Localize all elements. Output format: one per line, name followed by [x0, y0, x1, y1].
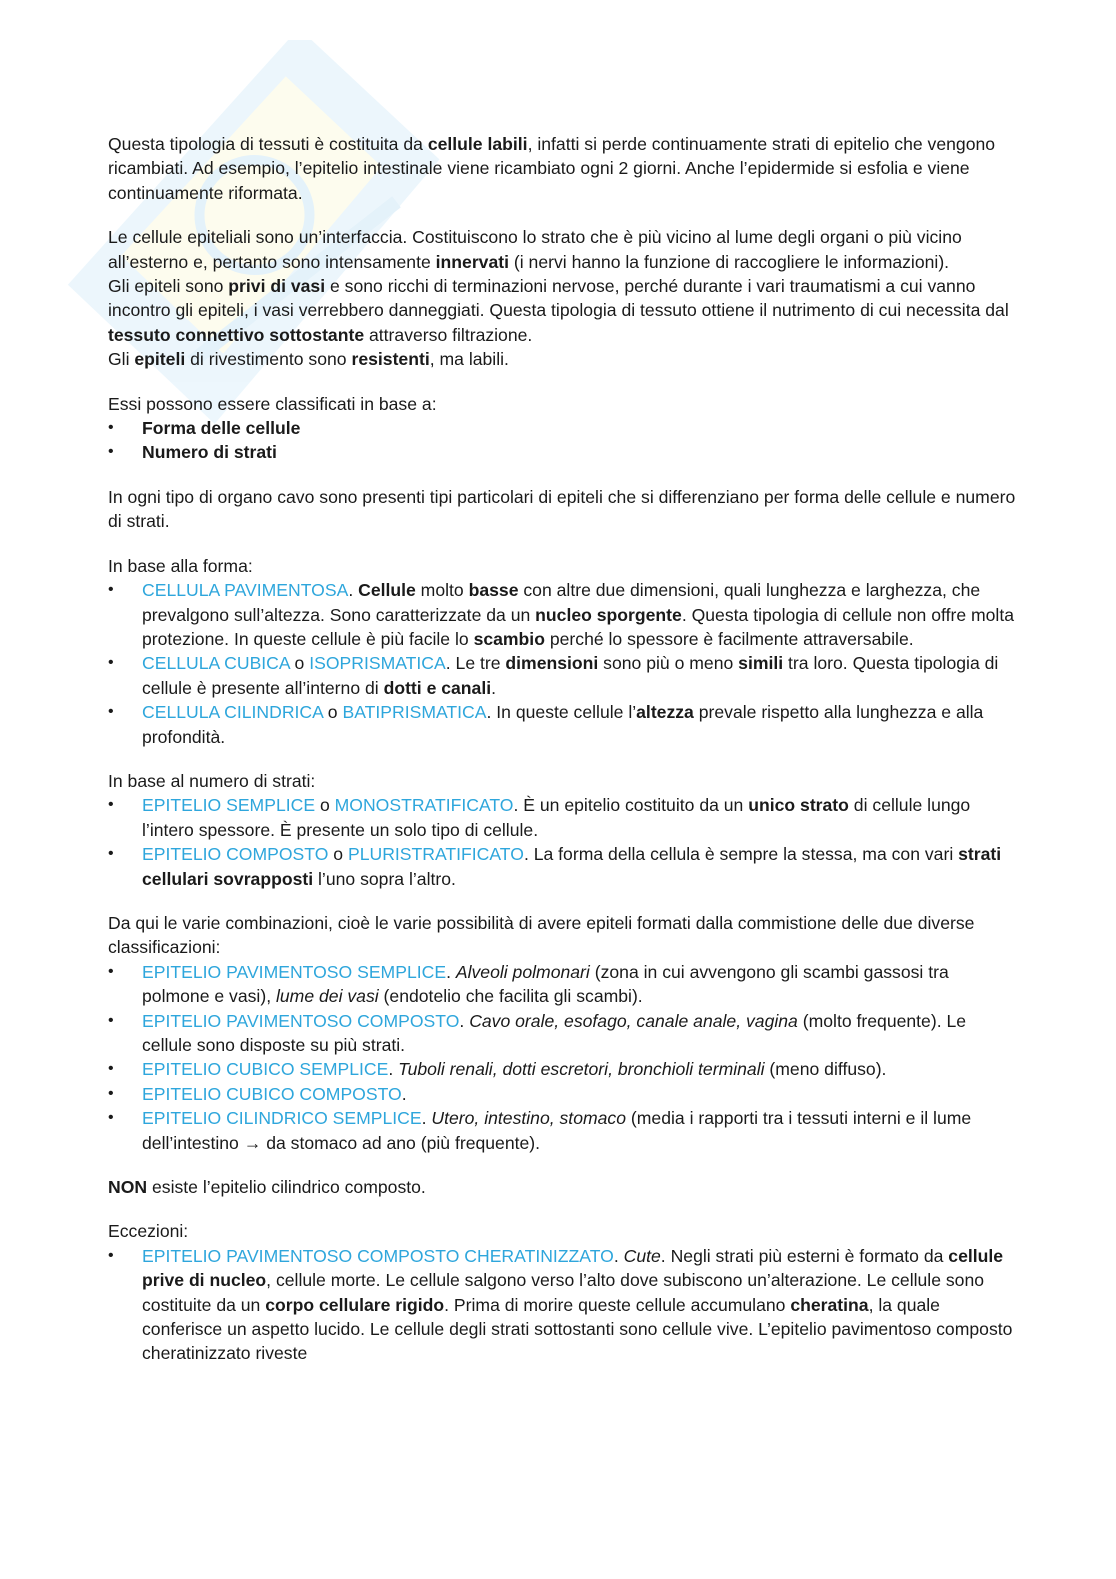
paragraph: In base alla forma:: [108, 555, 253, 576]
paragraph: Eccezioni:: [108, 1221, 189, 1242]
list-item: • EPITELIO COMPOSTO o PLURISTRATIFICATO. La forma della cellula è sempre la stessa, ma con vari strati cellulari sovrapposti l’uno sopra l’altro.: [108, 842, 1018, 891]
list-item: • CELLULA CILINDRICA o BATIPRISMATICA. In queste cellule l’altezza prevale rispetto alla lunghezza e alla profondità.: [108, 700, 1018, 749]
combination-list: [108, 960, 1018, 1155]
list-item: • EPITELIO PAVIMENTOSO SEMPLICE. Alveoli polmonari (zona in cui avvengono gli scambi gassosi tra polmone e vasi), lume dei vasi (endotelio che facilita gli scambi).: [108, 960, 1018, 1009]
paragraph: NON esiste l’epitelio cilindrico composto.: [108, 1177, 426, 1198]
classification-list: [108, 416, 1018, 465]
list-item: • EPITELIO CILINDRICO SEMPLICE. Utero, intestino, stomaco (media i rapporti tra i tessuti interni e il lume dell’intestino → da stomaco ad ano (più frequente).: [108, 1106, 1018, 1155]
paragraph: Gli epiteli di rivestimento sono resistenti, ma labili.: [108, 349, 509, 370]
paragraph: Le cellule epiteliali sono un’interfaccia. Costituiscono lo strato che è più vicino al lume degli organi o più vicino all’esterno e, pertanto sono intensamente innervati (i nervi hanno la funzione di raccogliere le informazioni).: [108, 227, 962, 272]
paragraph: Questa tipologia di tessuti è costituita da cellule labili, infatti si perde continuamente strati di epitelio che vengono ricambiati. Ad esempio, l’epitelio intestinale viene ricambiato ogni 2 giorni. Anche l’epidermide si esfolia e viene continuamente riformata.: [108, 134, 996, 203]
list-item: • EPITELIO CUBICO SEMPLICE. Tuboli renali, dotti escretori, bronchioli terminali (meno diffuso).: [108, 1057, 1018, 1081]
list-item: • CELLULA PAVIMENTOSA. Cellule molto basse con altre due dimensioni, quali lunghezza e larghezza, che prevalgono sull’altezza. Sono caratterizzate da un nucleo sporgente. Questa tipologia di cellule non offre molta protezione. In queste cellule è più facile lo scambio perché lo spessore è facilmente attraversabile.: [108, 578, 1018, 651]
paragraph: Da qui le varie combinazioni, cioè le varie possibilità di avere epiteli formati dalla commistione delle due diverse classificazioni:: [108, 912, 975, 958]
paragraph: Gli epiteli sono privi di vasi e sono ricchi di terminazioni nervose, perché durante i vari traumatismi a cui vanno incontro gli epiteli, i vasi verrebbero danneggiati. Questa tipologia di tessuto ottiene il nutrimento di cui necessita dal tessuto connettivo sottostante attraverso filtrazione.: [108, 276, 1009, 345]
list-item: • EPITELIO CUBICO COMPOSTO.: [108, 1082, 1018, 1106]
list-item: • Numero di strati: [108, 440, 1018, 464]
list-item: • EPITELIO PAVIMENTOSO COMPOSTO CHERATINIZZATO. Cute. Negli strati più esterni è formato da cellule prive di nucleo, cellule morte. Le cellule salgono verso l’alto dove subiscono un’alterazione. Le cellule sono costituite da un corpo cellulare rigido. Prima di morire queste cellule accumulano cheratina, la quale conferisce un aspetto lucido. Le cellule degli strati sottostanti sono cellule vive. L’epitelio pavimentoso composto cheratinizzato riveste: [108, 1244, 1018, 1366]
exceptions-list: [108, 1244, 1018, 1366]
list-item: • CELLULA CUBICA o ISOPRISMATICA. Le tre dimensioni sono più o meno simili tra loro. Questa tipologia di cellule è presente all’interno di dotti e canali.: [108, 651, 1018, 700]
list-item: • EPITELIO PAVIMENTOSO COMPOSTO. Cavo orale, esofago, canale anale, vagina (molto frequente). Le cellule sono disposte su più strati.: [108, 1009, 1018, 1058]
paragraph: In base al numero di strati:: [108, 770, 316, 791]
layers-list: [108, 793, 1018, 891]
shape-list: [108, 578, 1018, 749]
document-body: [108, 132, 1018, 1386]
paragraph: In ogni tipo di organo cavo sono presenti tipi particolari di epiteli che si differenziano per forma delle cellule e numero di strati.: [108, 486, 1016, 532]
paragraph: Essi possono essere classificati in base a:: [108, 393, 437, 414]
list-item: • EPITELIO SEMPLICE o MONOSTRATIFICATO. È un epitelio costituito da un unico strato di cellule lungo l’intero spessore. È presente un solo tipo di cellule.: [108, 793, 1018, 842]
list-item: • Forma delle cellule: [108, 416, 1018, 440]
